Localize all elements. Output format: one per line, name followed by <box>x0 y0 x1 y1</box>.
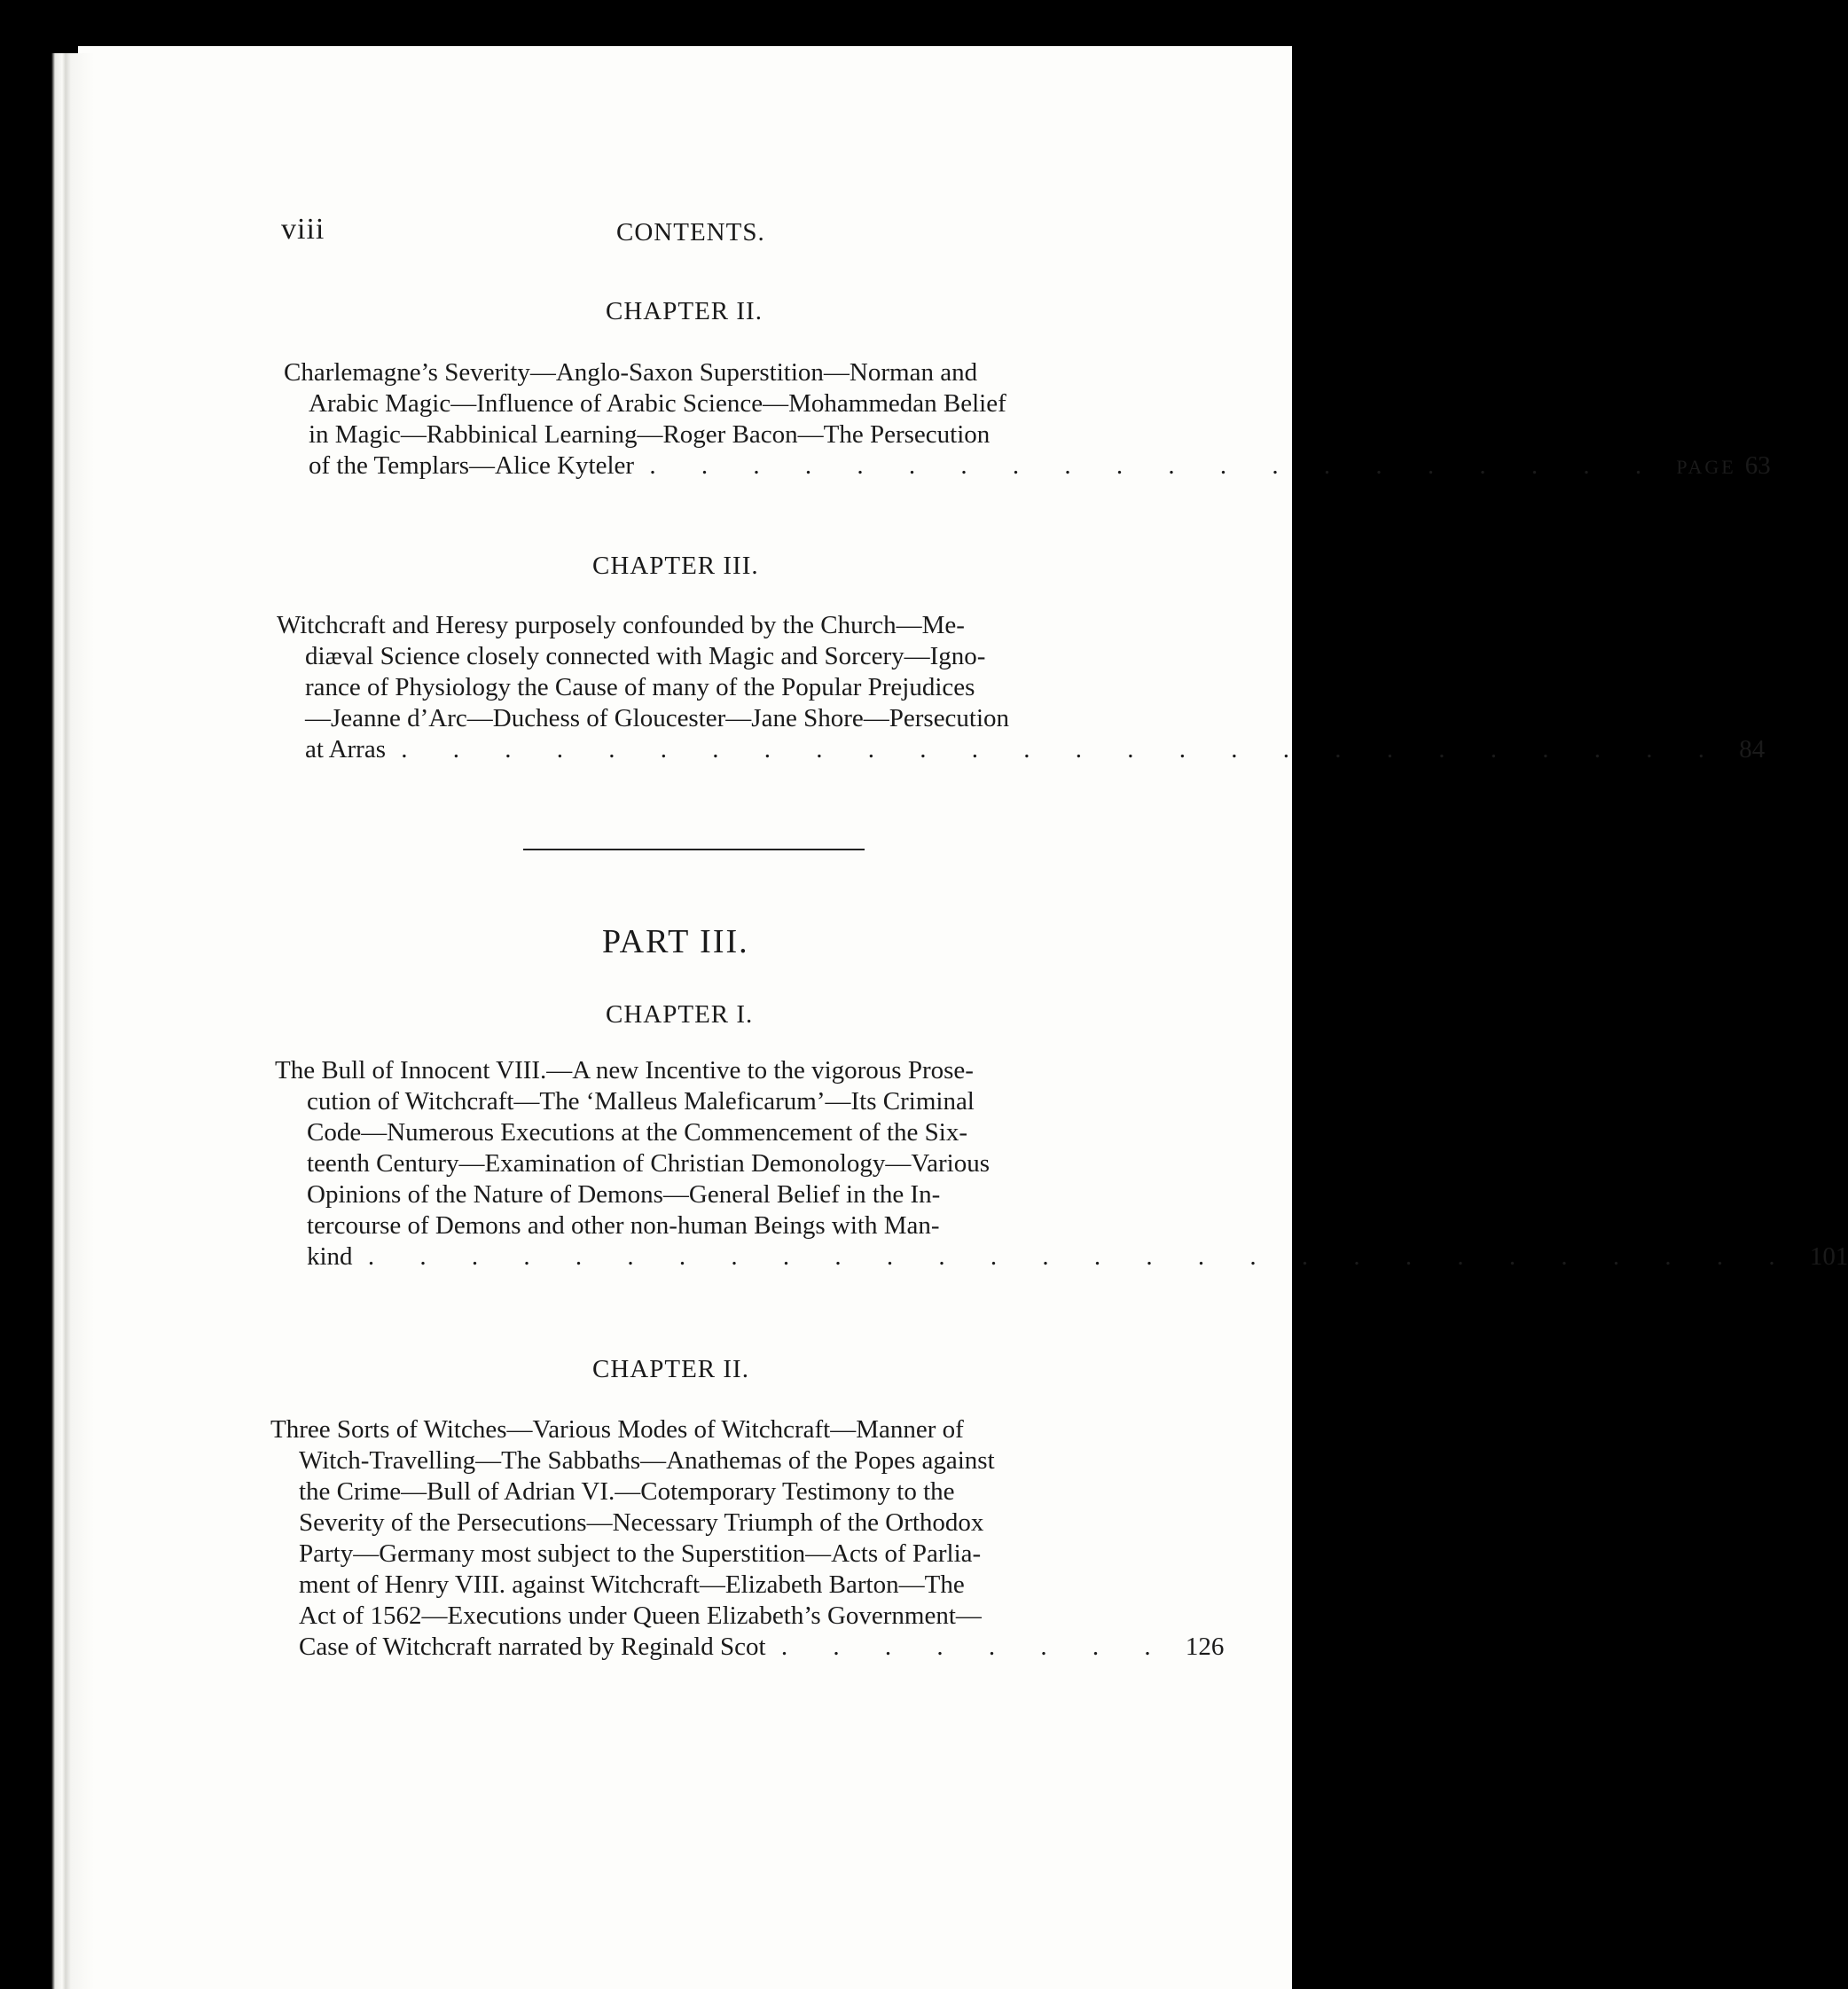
entry-line: Opinions of the Nature of Demons—General Belief in the In- <box>307 1180 941 1209</box>
entry-last-line <box>275 1241 1848 1272</box>
chapter-heading: CHAPTER II. <box>606 297 763 325</box>
entry-line: —Jeanne d’Arc—Duchess of Gloucester—Jane Shore—Persecution <box>305 704 1010 732</box>
entry-line: teenth Century—Examination of Christian Demonology—Various <box>307 1149 990 1178</box>
entry-line: Severity of the Persecutions—Necessary Triumph of the Orthodox <box>299 1508 984 1537</box>
page-number: 84 <box>1739 735 1766 763</box>
toc-entry-part3-chapter2 <box>270 1414 1225 1663</box>
chapter-heading: CHAPTER III. <box>592 552 759 580</box>
section-divider <box>523 849 865 850</box>
page-folio: viii <box>281 213 325 246</box>
entry-line: Code—Numerous Executions at the Commencement of the Six- <box>307 1118 967 1147</box>
entry-line: the Crime—Bull of Adrian VI.—Cotemporary Testimony to the <box>299 1477 955 1506</box>
entry-last-line <box>284 450 1771 482</box>
entry-line: Witch-Travelling—The Sabbaths—Anathemas of the Popes against <box>299 1446 995 1475</box>
entry-line: Witchcraft and Heresy purposely confounded by the Church—Me- <box>277 611 965 639</box>
page-value: 63 <box>1744 451 1771 480</box>
toc-entry-part3-chapter1 <box>275 1055 1848 1272</box>
entry-line: Act of 1562—Executions under Queen Elizabeth’s Government— <box>299 1601 982 1630</box>
page-number <box>1676 451 1770 480</box>
book-binding-edge <box>35 53 94 1989</box>
dot-leader: . . . . . . . . . . . . . . . . . . . . <box>649 451 1662 480</box>
entry-line: Three Sorts of Witches—Various Modes of Witchcraft—Manner of <box>270 1415 964 1444</box>
entry-line: The Bull of Innocent VIII.—A new Incentive to the vigorous Prose- <box>275 1056 974 1085</box>
entry-line: rance of Physiology the Cause of many of the Popular Prejudices <box>305 673 975 701</box>
toc-entry-part2-chapter3 <box>277 610 1766 765</box>
running-header <box>0 213 1292 248</box>
entry-line: ment of Henry VIII. against Witchcraft—Elizabeth Barton—The <box>299 1570 965 1599</box>
entry-line: of the Templars—Alice Kyteler <box>309 451 635 480</box>
entry-line: Arabic Magic—Influence of Arabic Science—Mohammedan Belief <box>309 389 1006 418</box>
page-number: 101 <box>1809 1242 1848 1271</box>
toc-entry-part2-chapter2 <box>284 357 1771 482</box>
entry-line: diæval Science closely connected with Magic and Sorcery—Igno- <box>305 642 986 670</box>
entry-line: tercourse of Demons and other non-human Beings with Man- <box>307 1211 940 1240</box>
entry-last-line <box>270 1632 1225 1663</box>
page-label: PAGE <box>1676 456 1736 478</box>
entry-line: at Arras <box>305 735 386 763</box>
entry-line: Party—Germany most subject to the Superstition—Acts of Parlia- <box>299 1539 982 1568</box>
dot-leader: . . . . . . . . . . . . . . . . . . . . . . . . . . . . <box>367 1242 1795 1271</box>
part-title: PART III. <box>602 923 749 960</box>
entry-line: kind <box>307 1242 353 1271</box>
entry-line: in Magic—Rabbinical Learning—Roger Bacon—The Persecution <box>309 420 991 449</box>
chapter-heading: CHAPTER I. <box>606 1000 754 1029</box>
entry-line: Charlemagne’s Severity—Anglo-Saxon Superstition—Norman and <box>284 358 978 387</box>
entry-last-line <box>277 734 1766 765</box>
dot-leader: . . . . . . . . . . . . . . . . . . . . . . . . . . <box>401 735 1724 763</box>
chapter-heading: CHAPTER II. <box>592 1355 749 1383</box>
page-number: 126 <box>1185 1633 1225 1661</box>
dot-leader: . . . . . . . . <box>780 1633 1171 1661</box>
running-title: CONTENTS. <box>616 218 765 247</box>
entry-line: cution of Witchcraft—The ‘Malleus Maleficarum’—Its Criminal <box>307 1087 975 1116</box>
entry-line: Case of Witchcraft narrated by Reginald Scot <box>299 1633 766 1661</box>
